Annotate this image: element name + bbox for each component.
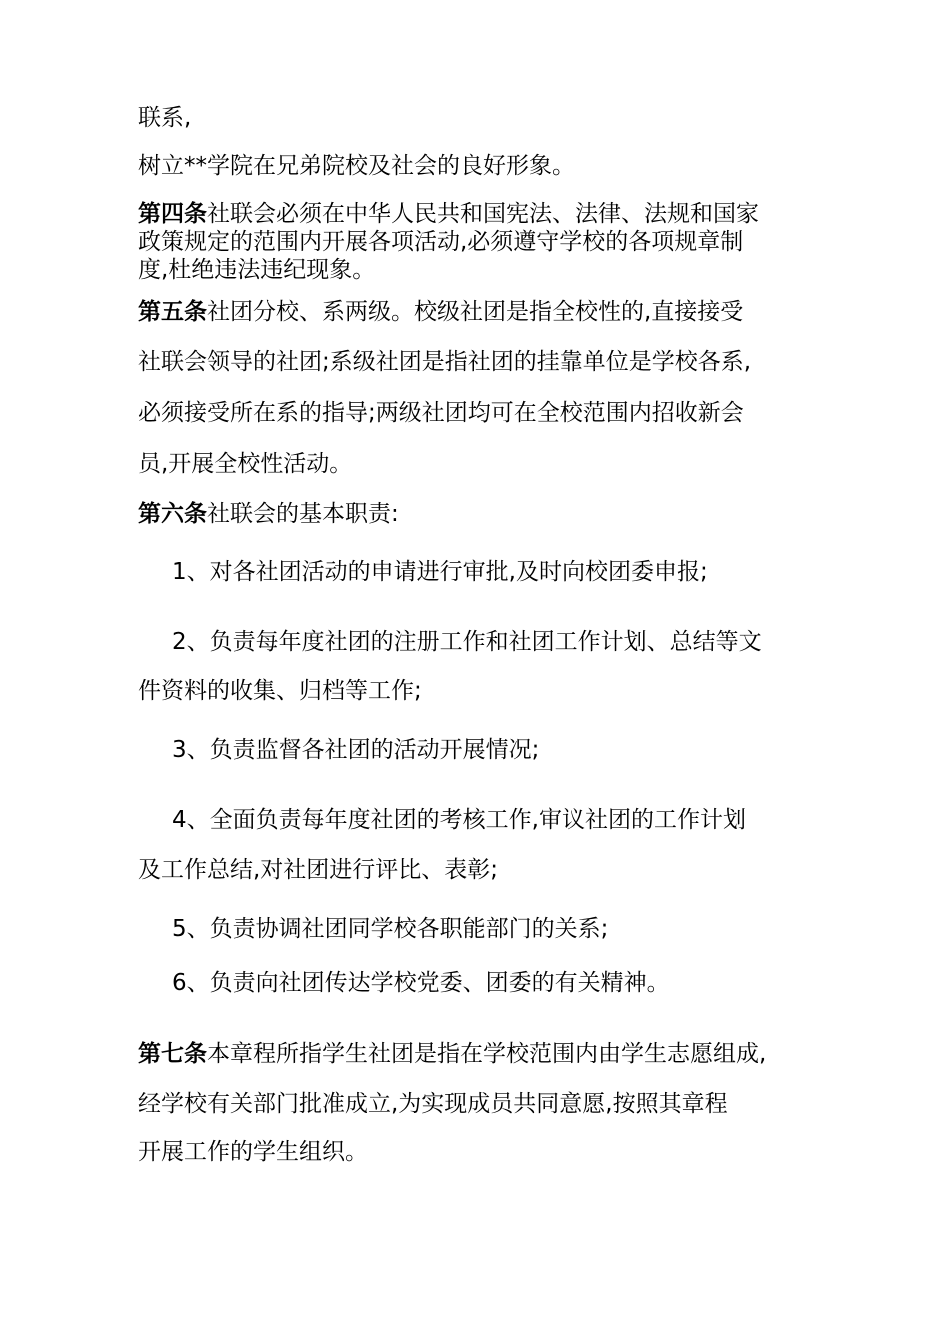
- intro-line-2: 树立**学院在兄弟院校及社会的良好形象。: [138, 153, 575, 179]
- duty-item-3: 3、负责监督各社团的活动开展情况;: [172, 737, 540, 763]
- article-5-line-1: [138, 298, 743, 326]
- article-5-line-3: 必须接受所在系的指导;两级社团均可在全校范围内招收新会: [138, 400, 744, 426]
- article-4-line-2: 政策规定的范围内开展各项活动,必须遵守学校的各项规章制: [138, 229, 744, 255]
- article-4-line-1: [138, 200, 759, 228]
- article-5-line-4: 员,开展全校性活动。: [138, 451, 353, 477]
- article-4-line-3: 度,杜绝违法违纪现象。: [138, 257, 376, 283]
- article-7-line-1: [138, 1040, 766, 1068]
- intro-line-1: 联系,: [138, 105, 192, 131]
- duty-item-2-cont: 件资料的收集、归档等工作;: [138, 678, 422, 704]
- article-5-text: 社团分校、系两级。校级社团是指全校性的,直接接受: [207, 299, 744, 325]
- duty-item-1: 1、对各社团活动的申请进行审批,及时向校团委申报;: [172, 559, 708, 585]
- article-6-label: 第六条: [138, 501, 207, 527]
- duty-item-4-cont: 及工作总结,对社团进行评比、表彰;: [138, 857, 499, 883]
- duty-item-6: 6、负责向社团传达学校党委、团委的有关精神。: [172, 970, 670, 996]
- article-7-label: 第七条: [138, 1041, 207, 1067]
- article-4-label: 第四条: [138, 201, 207, 227]
- duty-item-2: 2、负责每年度社团的注册工作和社团工作计划、总结等文: [172, 629, 762, 655]
- article-5-label: 第五条: [138, 299, 207, 325]
- article-7-text: 本章程所指学生社团是指在学校范围内由学生志愿组成,: [207, 1041, 767, 1067]
- article-5-line-2: 社联会领导的社团;系级社团是指社团的挂靠单位是学校各系,: [138, 349, 752, 375]
- duty-item-4: 4、全面负责每年度社团的考核工作,审议社团的工作计划: [172, 807, 746, 833]
- article-7-line-3: 开展工作的学生组织。: [138, 1139, 368, 1165]
- duty-item-5: 5、负责协调社团同学校各职能部门的关系;: [172, 916, 609, 942]
- article-6-line-1: [138, 500, 399, 528]
- article-4-text: 社联会必须在中华人民共和国宪法、法律、法规和国家: [207, 201, 759, 227]
- article-7-line-2: 经学校有关部门批准成立,为实现成员共同意愿,按照其章程: [138, 1091, 728, 1117]
- article-6-text: 社联会的基本职责:: [207, 501, 399, 527]
